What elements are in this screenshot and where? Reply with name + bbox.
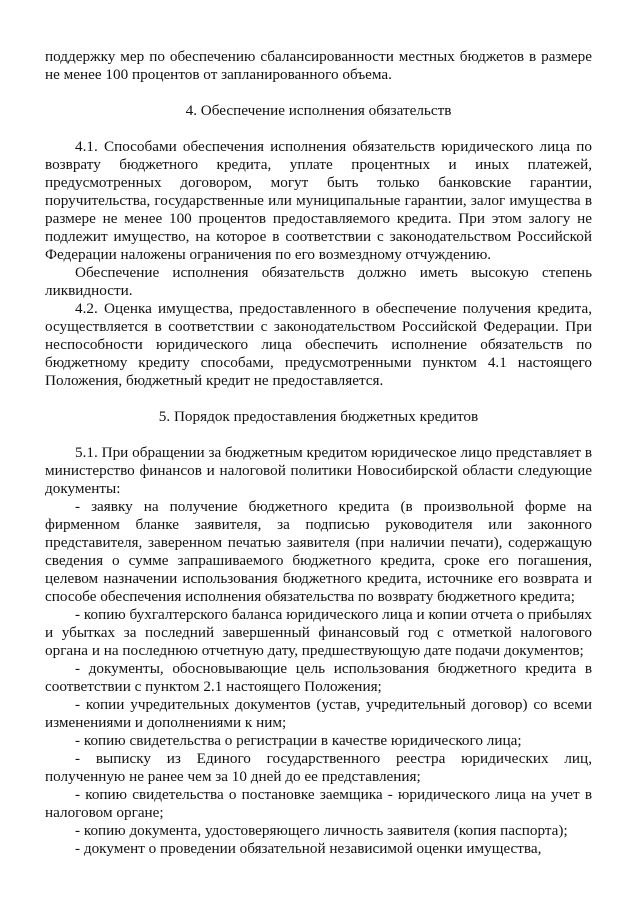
list-item: - выписку из Единого государственного реестра юридических лиц, полученную не ранее чем за 10 дней до ее представления; bbox=[45, 750, 592, 785]
section-4-heading: 4. Обеспечение исполнения обязательств bbox=[185, 102, 452, 119]
list-item: - копию документа, удостоверяющего личность заявителя (копия паспорта); bbox=[75, 822, 568, 839]
list-item: - копию свидетельства о регистрации в качестве юридического лица; bbox=[75, 732, 522, 749]
list-item: - документ о проведении обязательной независимой оценки имущества, bbox=[75, 840, 542, 857]
list-item: - документы, обосновывающие цель использования бюджетного кредита в соответствии с пунктом 2.1 настоящего Положения; bbox=[45, 660, 592, 695]
section-4-2-paragraph: 4.2. Оценка имущества, предоставленного в обеспечение получения кредита, осуществляется в соответствии с законодательством Российской Федерации. При неспособности юридического лица обеспечить исполнение обязательств по бюджетному кредиту способами, предусмотренными пунктом 4.1 настоящего Положения, бюджетный кредит не предоставляется. bbox=[45, 300, 592, 389]
list-item: - копию свидетельства о постановке заемщика - юридического лица на учет в налоговом органе; bbox=[45, 786, 592, 821]
section-4-1-paragraph: 4.1. Способами обеспечения исполнения обязательств юридического лица по возврату бюджетного кредита, уплате процентных и иных платежей, предусмотренных договором, могут быть только банковские гарантии, поручительства, государственные или муниципальные гарантии, залог имущества в размере не менее 100 процентов предоставляемого кредита. При этом залогу не подлежит имущество, на которое в соответствии с законодательством Российской Федерации наложены ограничения по его возмездному отчуждению. bbox=[45, 138, 592, 263]
section-4-liquidity-paragraph: Обеспечение исполнения обязательств должно иметь высокую степень ликвидности. bbox=[45, 264, 592, 299]
section-5-heading: 5. Порядок предоставления бюджетных кредитов bbox=[158, 408, 479, 425]
document-page bbox=[45, 48, 592, 858]
list-item: - копии учредительных документов (устав, учредительный договор) со всеми изменениями и дополнениями к ним; bbox=[45, 696, 592, 731]
section-5-1-paragraph: 5.1. При обращении за бюджетным кредитом юридическое лицо представляет в министерство финансов и налоговой политики Новосибирской области следующие документы: bbox=[45, 444, 592, 497]
list-item: - заявку на получение бюджетного кредита (в произвольной форме на фирменном бланке заявителя, за подписью руководителя или законного представителя, заверенном печатью заявителя (при наличии печати), содержащую сведения о сумме запрашиваемого бюджетного кредита, сроке его погашения, целевом назначении использования бюджетного кредита, источнике его возврата и способе обеспечения исполнения обязательства по возврату бюджетного кредита; bbox=[45, 498, 592, 605]
intro-paragraph: поддержку мер по обеспечению сбалансированности местных бюджетов в размере не менее 100 процентов от запланированного объема. bbox=[45, 48, 592, 83]
list-item: - копию бухгалтерского баланса юридического лица и копии отчета о прибылях и убытках за последний завершенный финансовый год с отметкой налогового органа и на последнюю отчетную дату, предшествующую дате подачи документов; bbox=[45, 606, 592, 659]
